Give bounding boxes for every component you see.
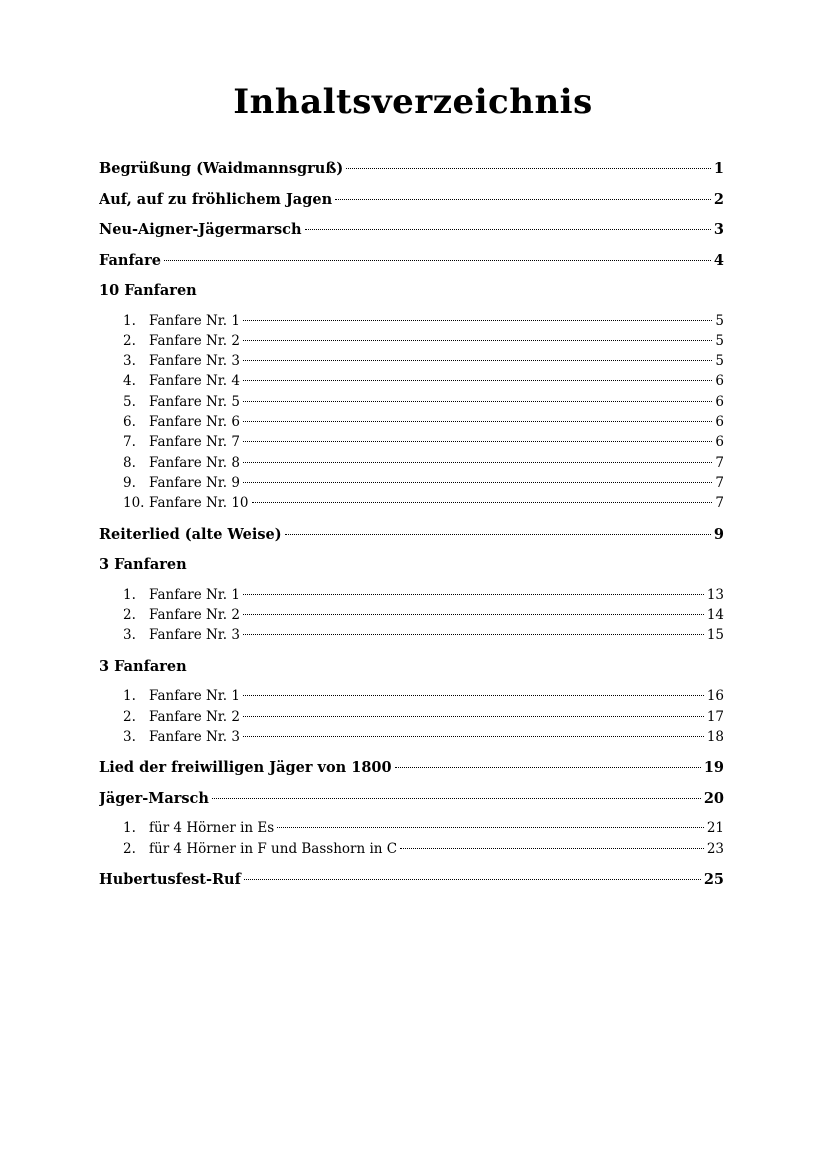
toc-section-heading	[99, 282, 197, 299]
toc-page-number: 13	[706, 586, 724, 603]
toc-entry-label: Hubertusfest-Ruf	[99, 871, 241, 889]
toc-entry-number: 3.	[123, 728, 136, 745]
toc-entry-label: Fanfare Nr. 2	[149, 708, 240, 725]
toc-dot-leader	[243, 594, 704, 595]
toc-entry-label: Begrüßung (Waidmannsgruß)	[99, 160, 344, 177]
toc-page-number: 5	[715, 312, 724, 329]
toc-page-number: 17	[706, 708, 724, 725]
toc-entry-label: 3 Fanfaren	[99, 657, 187, 675]
toc-dot-leader	[277, 827, 704, 828]
toc-dot-leader	[243, 380, 712, 381]
toc-entry-number: 1.	[123, 688, 136, 705]
toc-entry[interactable]	[123, 688, 724, 704]
toc-entry-label: Lied der freiwilligen Jäger von 1800	[99, 759, 392, 777]
toc-page-number: 1	[713, 160, 724, 177]
toc-entry-label: Fanfare Nr. 10	[149, 495, 249, 512]
toc-page-number: 5	[715, 353, 724, 370]
toc-dot-leader	[243, 695, 704, 696]
toc-entry-label: Fanfare Nr. 6	[149, 414, 240, 430]
toc-entry-number: 5.	[123, 393, 136, 410]
toc-entry-label: Fanfare Nr. 2	[149, 607, 240, 623]
toc-entry[interactable]	[99, 871, 724, 888]
toc-page-number: 3	[713, 221, 724, 238]
toc-page-number: 6	[715, 373, 724, 390]
toc-dot-leader	[285, 534, 711, 535]
toc-page-number: 18	[706, 728, 724, 745]
toc-page-number: 21	[706, 820, 724, 837]
toc-page-number: 15	[706, 627, 724, 644]
toc-dot-leader	[243, 401, 712, 402]
toc-page-number: 6	[715, 414, 724, 430]
toc-dot-leader	[243, 462, 712, 463]
toc-dot-leader	[212, 798, 701, 799]
toc-dot-leader	[243, 736, 704, 737]
toc-entry[interactable]	[123, 495, 724, 511]
toc-page-number: 14	[706, 607, 724, 623]
toc-dot-leader	[164, 260, 711, 261]
toc-dot-leader	[400, 848, 704, 849]
toc-entry-label: Neu-Aigner-Jägermarsch	[99, 221, 302, 238]
toc-entry-number: 7.	[123, 434, 136, 451]
toc-page-number: 7	[715, 474, 724, 491]
toc-entry[interactable]	[123, 607, 724, 623]
toc-entry-label: Jäger-Marsch	[99, 789, 209, 807]
toc-entry[interactable]	[123, 414, 724, 430]
toc-entry[interactable]	[99, 790, 724, 807]
toc-entry[interactable]	[99, 252, 724, 269]
toc-entry[interactable]	[123, 353, 724, 369]
page-title: Inhaltsverzeichnis	[233, 82, 593, 122]
toc-dot-leader	[346, 168, 711, 169]
toc-entry-label: Reiterlied (alte Weise)	[99, 525, 282, 543]
toc-entry-label: für 4 Hörner in Es	[149, 820, 275, 837]
toc-entry-number: 2.	[123, 332, 136, 349]
toc-entry-number: 3.	[123, 353, 136, 370]
toc-entry[interactable]	[99, 526, 724, 543]
toc-entry-number: 10.	[123, 495, 145, 512]
toc-entry[interactable]	[99, 759, 724, 776]
toc-entry-label: Fanfare Nr. 1	[149, 586, 240, 603]
toc-entry-label: Fanfare Nr. 3	[149, 627, 240, 644]
toc-dot-leader	[305, 229, 711, 230]
toc-entry-label: Fanfare Nr. 7	[149, 434, 240, 451]
toc-entry-number: 6.	[123, 414, 136, 430]
toc-entry-number: 2.	[123, 607, 136, 623]
toc-entry-label: 3 Fanfaren	[99, 556, 187, 574]
toc-entry-label: Fanfare Nr. 1	[149, 688, 240, 705]
toc-section-heading	[99, 658, 187, 675]
toc-entry[interactable]	[123, 394, 724, 410]
toc-page-number: 19	[703, 759, 724, 777]
toc-entry[interactable]	[123, 627, 724, 643]
toc-dot-leader	[243, 421, 712, 422]
toc-entry-label: Fanfare Nr. 4	[149, 373, 240, 390]
toc-page-number: 9	[713, 525, 724, 543]
toc-page-number: 20	[703, 789, 724, 807]
toc-entry[interactable]	[123, 434, 724, 450]
toc-entry-number: 2.	[123, 840, 136, 857]
toc-page-number: 2	[713, 190, 724, 208]
toc-dot-leader	[335, 199, 711, 200]
toc-page-number: 5	[715, 332, 724, 349]
toc-entry-number: 4.	[123, 373, 136, 390]
toc-entry[interactable]	[123, 709, 724, 725]
toc-page-number: 7	[715, 495, 724, 512]
toc-entry[interactable]	[123, 455, 724, 471]
toc-dot-leader	[252, 502, 713, 503]
toc-entry-label: Fanfare Nr. 8	[149, 454, 240, 471]
toc-dot-leader	[243, 441, 712, 442]
toc-entry[interactable]	[123, 841, 724, 857]
toc-entry-number: 3.	[123, 627, 136, 644]
toc-entry-number: 1.	[123, 312, 136, 329]
toc-entry-label: für 4 Hörner in F und Basshorn in C	[149, 840, 398, 857]
toc-dot-leader	[244, 879, 701, 880]
toc-entry-label: Fanfare Nr. 5	[149, 393, 240, 410]
toc-entry[interactable]	[99, 191, 724, 208]
toc-page-number: 6	[715, 393, 724, 410]
toc-entry-label: 10 Fanfaren	[99, 282, 197, 299]
toc-entry[interactable]	[99, 160, 724, 177]
toc-entry-label: Auf, auf zu fröhlichem Jagen	[99, 190, 333, 208]
toc-page-number: 25	[703, 871, 724, 889]
toc-entry-label: Fanfare Nr. 3	[149, 728, 240, 745]
toc-entry-label: Fanfare Nr. 9	[149, 474, 240, 491]
toc-entry-number: 2.	[123, 708, 136, 725]
toc-dot-leader	[243, 320, 712, 321]
toc-entry-number: 9.	[123, 474, 136, 491]
toc-entry[interactable]	[123, 729, 724, 745]
toc-entry-label: Fanfare Nr. 3	[149, 353, 240, 370]
toc-entry[interactable]	[123, 475, 724, 491]
toc-page-number: 6	[715, 434, 724, 451]
toc-entry-label: Fanfare Nr. 2	[149, 332, 240, 349]
toc-entry[interactable]	[123, 820, 724, 836]
toc-dot-leader	[243, 716, 704, 717]
toc-page-number: 23	[706, 840, 724, 857]
toc-entry-number: 8.	[123, 454, 136, 471]
toc-page-number: 7	[715, 454, 724, 471]
toc-dot-leader	[395, 767, 701, 768]
toc-entry[interactable]	[99, 221, 724, 238]
toc-entry[interactable]	[123, 373, 724, 389]
toc-entry-label: Fanfare	[99, 251, 161, 269]
toc-entry-number: 1.	[123, 586, 136, 603]
toc-entry[interactable]	[123, 587, 724, 603]
toc-entry[interactable]	[123, 333, 724, 349]
toc-dot-leader	[243, 614, 704, 615]
toc-section-heading	[99, 556, 187, 573]
toc-dot-leader	[243, 634, 704, 635]
toc-dot-leader	[243, 482, 712, 483]
toc-page-number: 16	[706, 688, 724, 705]
toc-entry[interactable]	[123, 313, 724, 329]
toc-page-number: 4	[713, 251, 724, 269]
toc-dot-leader	[243, 340, 712, 341]
toc-entry-number: 1.	[123, 820, 136, 837]
toc-dot-leader	[243, 360, 712, 361]
toc-entry-label: Fanfare Nr. 1	[149, 312, 240, 329]
